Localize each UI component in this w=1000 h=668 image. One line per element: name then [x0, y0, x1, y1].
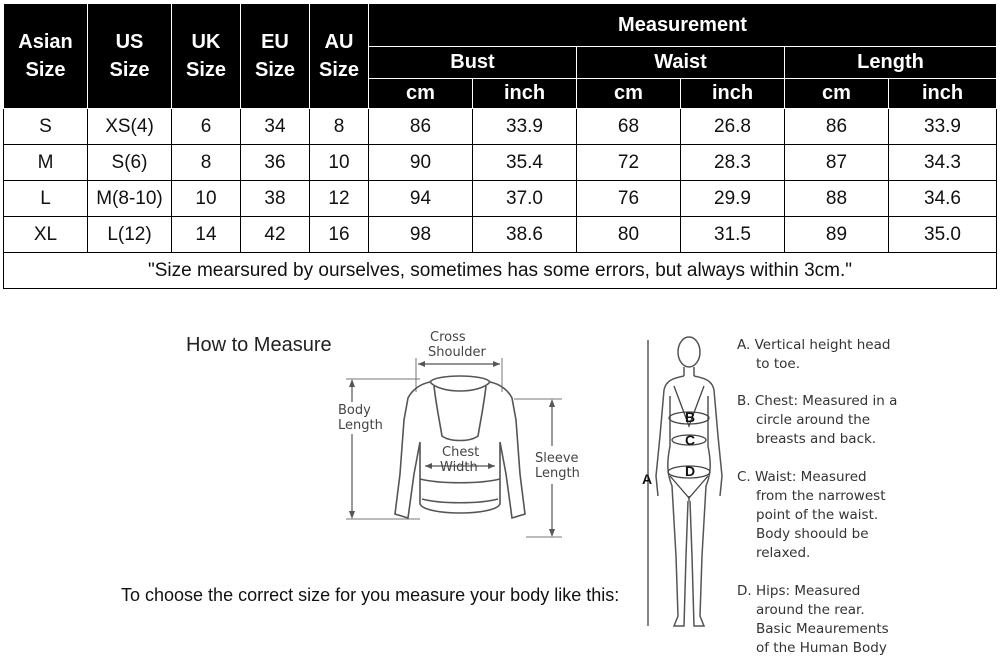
table-cell: 16 — [310, 217, 369, 253]
how-to-measure-section — [0, 300, 1000, 668]
header-unit-cm: cm — [785, 79, 889, 109]
table-cell: 87 — [785, 145, 889, 181]
header-bust: Bust — [369, 47, 577, 79]
measurement-note: "Size mearsured by ourselves, sometimes has some errors, but always within 3cm." — [4, 253, 997, 289]
table-cell: 89 — [785, 217, 889, 253]
header-unit-inch: inch — [473, 79, 577, 109]
header-measurement: Measurement — [369, 4, 997, 47]
table-cell: 33.9 — [889, 109, 997, 145]
table-cell: 38.6 — [473, 217, 577, 253]
table-cell: 80 — [577, 217, 681, 253]
table-cell: M(8-10) — [88, 181, 172, 217]
instruction-text: To choose the correct size for you measure your body like this: — [121, 585, 620, 605]
table-cell: 31.5 — [681, 217, 785, 253]
marker-d: D — [685, 463, 696, 479]
table-cell: 34.6 — [889, 181, 997, 217]
marker-a: A — [642, 471, 653, 487]
table-cell: S — [4, 109, 88, 145]
legend-item-a: A. Vertical height head to toe. — [737, 337, 891, 372]
table-cell: 38 — [241, 181, 310, 217]
table-cell: 86 — [785, 109, 889, 145]
body-length-label: Length — [338, 418, 383, 433]
header-us-size: US Size — [88, 4, 172, 109]
table-cell: 12 — [310, 181, 369, 217]
table-cell: 68 — [577, 109, 681, 145]
table-cell: L(12) — [88, 217, 172, 253]
header-asian-size: Asian Size — [4, 4, 88, 109]
size-chart-table — [3, 3, 997, 289]
legend-item-b: B. Chest: Measured in a circle around the breasts and back. — [737, 393, 898, 447]
how-to-measure-title: How to Measure — [186, 334, 332, 356]
table-cell: 26.8 — [681, 109, 785, 145]
table-cell: 90 — [369, 145, 473, 181]
table-cell: 35.4 — [473, 145, 577, 181]
legend-item-c: C. Waist: Measured from the narrowest point of the waist. Body shoould be relaxed. — [737, 469, 886, 561]
table-cell: L — [4, 181, 88, 217]
body-label: Body — [338, 403, 371, 418]
sleeve-label: Sleeve — [535, 451, 579, 466]
header-length: Length — [785, 47, 997, 79]
sleeve-length-label: Length — [535, 466, 580, 481]
table-cell: 14 — [172, 217, 241, 253]
table-row — [4, 145, 997, 181]
legend-item-d: D. Hips: Measured around the rear. Basic Meaurements of the Human Body — [737, 583, 889, 656]
table-cell: 88 — [785, 181, 889, 217]
shoulder-label: Shoulder — [428, 345, 486, 360]
table-cell: S(6) — [88, 145, 172, 181]
table-row — [4, 217, 997, 253]
table-cell: 8 — [310, 109, 369, 145]
header-eu-size: EU Size — [241, 4, 310, 109]
table-row — [4, 181, 997, 217]
header-unit-inch: inch — [889, 79, 997, 109]
header-uk-size: UK Size — [172, 4, 241, 109]
table-cell: 37.0 — [473, 181, 577, 217]
table-row — [4, 109, 997, 145]
header-unit-cm: cm — [577, 79, 681, 109]
header-unit-cm: cm — [369, 79, 473, 109]
table-cell: 72 — [577, 145, 681, 181]
marker-b: B — [685, 409, 696, 425]
table-cell: 34.3 — [889, 145, 997, 181]
table-cell: 28.3 — [681, 145, 785, 181]
table-cell: M — [4, 145, 88, 181]
table-cell: 33.9 — [473, 109, 577, 145]
table-cell: 29.9 — [681, 181, 785, 217]
header-waist: Waist — [577, 47, 785, 79]
body-diagram — [636, 326, 736, 662]
marker-c: C — [685, 432, 696, 448]
table-cell: 6 — [172, 109, 241, 145]
sweater-diagram — [330, 324, 600, 554]
header-au-size: AU Size — [310, 4, 369, 109]
table-cell: 98 — [369, 217, 473, 253]
table-cell: 10 — [172, 181, 241, 217]
table-cell: XS(4) — [88, 109, 172, 145]
table-cell: XL — [4, 217, 88, 253]
cross-label: Cross — [430, 330, 466, 345]
table-cell: 34 — [241, 109, 310, 145]
chest-label: Chest — [442, 445, 480, 460]
table-cell: 8 — [172, 145, 241, 181]
table-cell: 76 — [577, 181, 681, 217]
header-unit-inch: inch — [681, 79, 785, 109]
table-cell: 35.0 — [889, 217, 997, 253]
width-label: Width — [440, 460, 478, 475]
table-cell: 10 — [310, 145, 369, 181]
table-cell: 36 — [241, 145, 310, 181]
table-cell: 94 — [369, 181, 473, 217]
table-cell: 86 — [369, 109, 473, 145]
table-cell: 42 — [241, 217, 310, 253]
